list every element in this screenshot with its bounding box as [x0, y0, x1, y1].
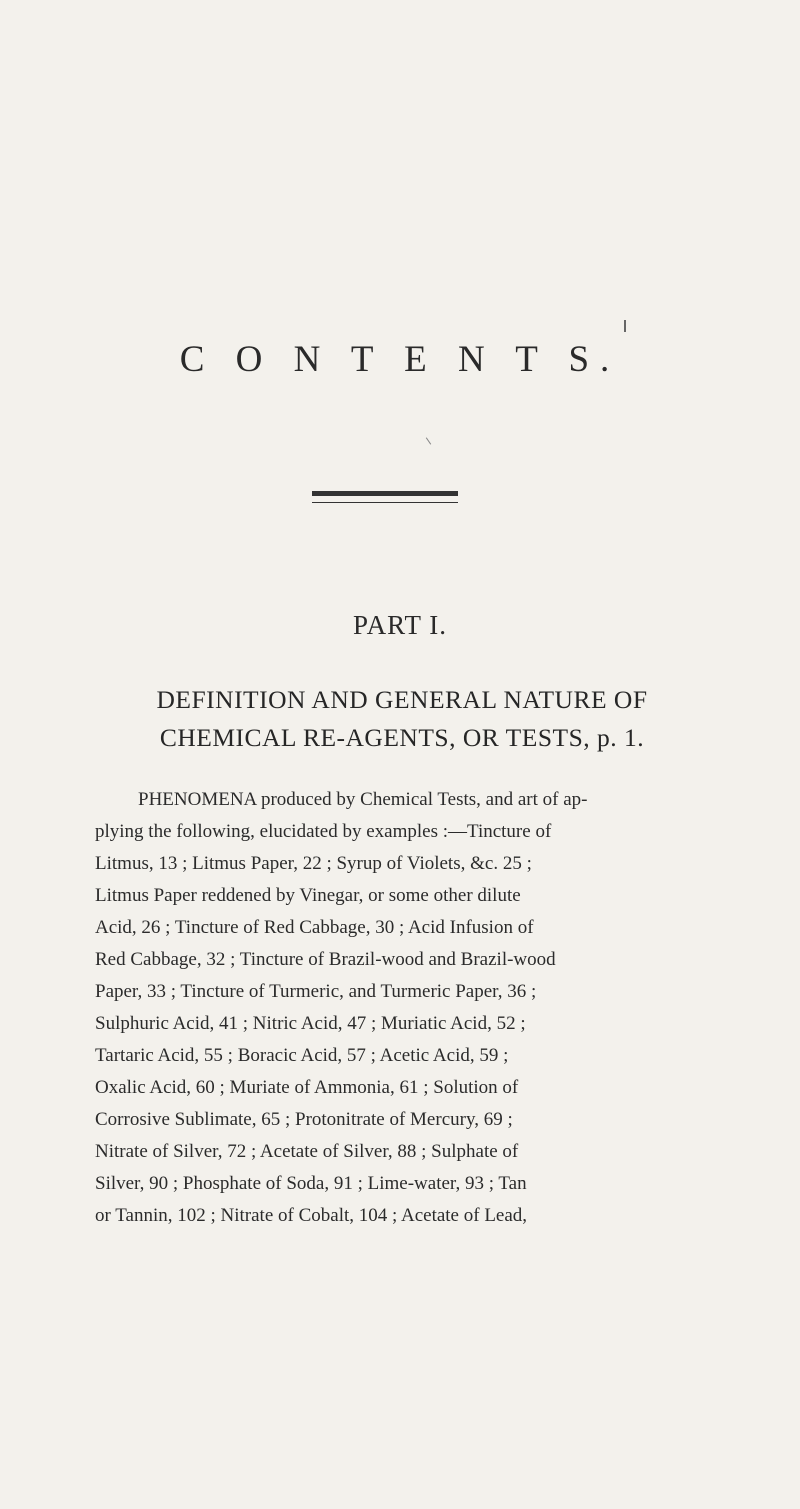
- text-line: Litmus Paper reddened by Vinegar, or some other dilute: [95, 885, 521, 906]
- text-line: Red Cabbage, 32 ; Tincture of Brazil-wood and Brazil-wood: [95, 949, 556, 970]
- text-line: Paper, 33 ; Tincture of Turmeric, and Turmeric Paper, 36 ;: [95, 981, 537, 1002]
- part-title: PART I.: [353, 610, 447, 640]
- text-line: Litmus, 13 ; Litmus Paper, 22 ; Syrup of Violets, &c. 25 ;: [95, 853, 532, 874]
- decorative-rule-thick: [312, 491, 458, 496]
- section-heading-line-1: DEFINITION AND GENERAL NATURE OF: [156, 685, 648, 714]
- section-heading-line-2: CHEMICAL RE-AGENTS, OR TESTS, p. 1.: [159, 723, 645, 752]
- text-line: Corrosive Sublimate, 65 ; Protonitrate of Mercury, 69 ;: [95, 1109, 513, 1130]
- paper-speck: [624, 320, 626, 332]
- text-line: Tartaric Acid, 55 ; Boracic Acid, 57 ; Acetic Acid, 59 ;: [95, 1045, 509, 1066]
- text-line: Sulphuric Acid, 41 ; Nitric Acid, 47 ; Muriatic Acid, 52 ;: [95, 1013, 526, 1034]
- text-line: Nitrate of Silver, 72 ; Acetate of Silver, 88 ; Sulphate of: [95, 1141, 519, 1162]
- contents-heading: C O N T E N T S.: [179, 339, 621, 380]
- text-line: plying the following, elucidated by examples :—Tincture of: [95, 821, 552, 842]
- text-line: PHENOMENA produced by Chemical Tests, and art of ap-: [138, 789, 588, 810]
- text-line: or Tannin, 102 ; Nitrate of Cobalt, 104 ; Acetate of Lead,: [95, 1205, 528, 1226]
- text-line: Acid, 26 ; Tincture of Red Cabbage, 30 ; Acid Infusion of: [95, 917, 534, 938]
- paper-speck: [426, 437, 431, 444]
- text-line: Oxalic Acid, 60 ; Muriate of Ammonia, 61 ; Solution of: [95, 1077, 519, 1098]
- text-line: Silver, 90 ; Phosphate of Soda, 91 ; Lime-water, 93 ; Tan: [95, 1173, 527, 1194]
- decorative-rule-thin: [312, 502, 458, 503]
- section-heading: [96, 681, 708, 757]
